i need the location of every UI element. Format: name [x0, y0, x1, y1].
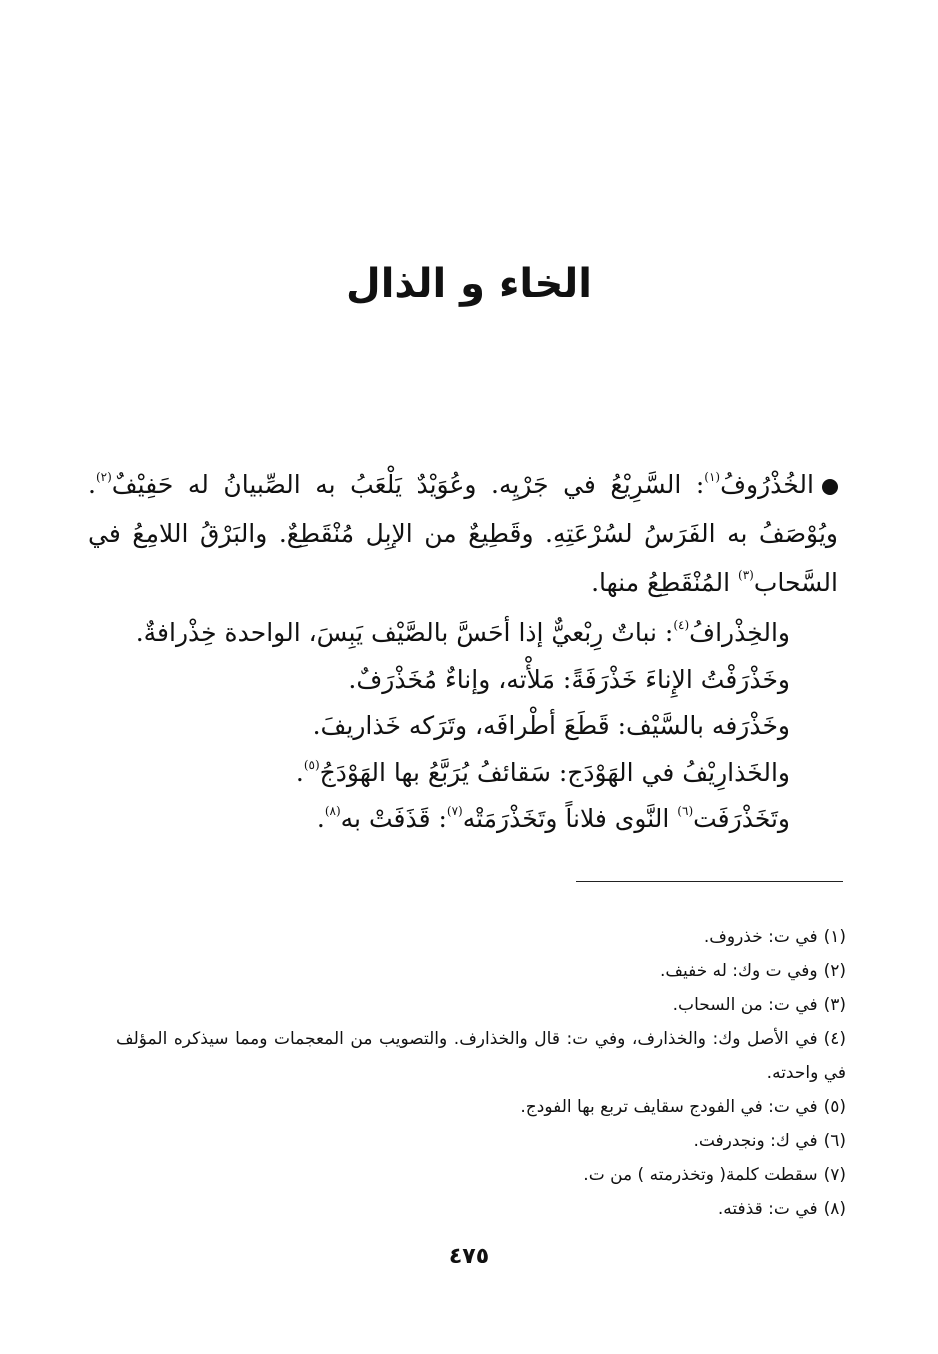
footnote-ref-3[interactable]: (٣)	[738, 568, 754, 582]
footnote-ref-5[interactable]: (٥)	[303, 757, 320, 772]
sub-entry-text: .	[295, 757, 304, 787]
footnote-ref-6[interactable]: (٦)	[677, 804, 694, 818]
sub-entry-khadhrafahu-bissayf	[90, 703, 790, 750]
entry-headword: الخُذْرُوفُ	[720, 470, 814, 499]
footnote-number: (٢)	[823, 961, 846, 981]
sub-entry-text: النَّوى فلاناً وتَخَذْرَمَتْه	[462, 804, 678, 833]
entry-text: المُنْقَطِعُ منها.	[591, 568, 739, 597]
bullet-icon	[822, 479, 838, 495]
sub-entries	[90, 610, 790, 843]
footnote-number: (٣)	[823, 995, 846, 1015]
footnote-7	[116, 1158, 846, 1192]
footnote-4	[116, 1022, 846, 1090]
sub-entry-khidhraf	[90, 610, 790, 657]
sub-entry-text: : نباتٌ رِبْعيٌّ إذا أحَسَّ بالصَّيْف يَبِسَ، الواحدة خِذْرافةٌ.	[135, 618, 674, 647]
footnote-text: في ت: من السحاب.	[672, 995, 818, 1015]
footnote-number: (٧)	[823, 1165, 846, 1185]
sub-entry-khadhrafat-ina	[90, 657, 790, 704]
footnote-1	[116, 920, 846, 954]
footnote-ref-7[interactable]: (٧)	[446, 804, 463, 818]
footnote-ref-2[interactable]: (٢)	[95, 470, 112, 484]
footnote-text: في ت: خذروف.	[703, 927, 818, 947]
footnote-number: (٦)	[823, 1131, 846, 1151]
sub-entry-text: : قَذَفَتْ به	[340, 804, 447, 833]
sub-entry-text: وخَذْرَفْتُ الإِناءَ خَذْرَفَةً: مَلأْته، وإناءٌ مُخَذْرَفٌ.	[348, 664, 790, 694]
sub-entry-text: .	[316, 804, 325, 833]
page-number: ٤٧٥	[448, 1244, 490, 1269]
footnote-text: في ت: في الفودج سقايف تربع بها الفودج.	[520, 1097, 818, 1117]
chapter-title: الخاء و الذال	[346, 261, 592, 307]
footnote-ref-8[interactable]: (٨)	[324, 804, 341, 818]
footnote-2	[116, 954, 846, 988]
sub-entry-text: وتَخَذْرَفَت	[693, 804, 790, 833]
entry-text: : السَّرِيْعُ في جَرْيِه. وعُوَيْدٌ يَلْعَبُ به الصِّبيانُ له حَفِيْفٌ	[111, 470, 705, 499]
sub-entry-khadharif-hawdaj	[90, 750, 790, 797]
footnote-ref-4[interactable]: (٤)	[673, 618, 690, 632]
entry-khudhruf	[88, 460, 838, 607]
footnote-divider	[576, 881, 843, 882]
footnote-number: (٤)	[823, 1029, 846, 1049]
sub-entry-takhadhrafat	[90, 796, 790, 843]
footnote-6	[116, 1124, 846, 1158]
sub-entry-text: والخَذارِيْفُ في الهَوْدَج: سَقائفُ يُرَبَّعُ بها الهَوْدَجُ	[319, 757, 790, 787]
footnote-ref-1[interactable]: (١)	[704, 470, 721, 484]
footnote-text: في ك: ونجدرفت.	[693, 1131, 818, 1151]
footnote-text: في ت: قذفته.	[717, 1199, 818, 1219]
footnote-8	[116, 1192, 846, 1226]
footnote-number: (٥)	[823, 1097, 846, 1117]
footnotes	[116, 920, 846, 1226]
footnote-text: في الأصل وك: والخذارف، وفي ت: قال والخذارف. والتصويب من المعجمات ومما سيذكره المؤلف في واحدته.	[116, 1029, 846, 1083]
footnote-number: (٨)	[823, 1199, 846, 1219]
footnote-3	[116, 988, 846, 1022]
footnote-number: (١)	[823, 927, 846, 947]
sub-entry-text: والخِذْرافُ	[689, 618, 790, 647]
footnote-text: سقطت كلمة( وتخذرمته ) من ت.	[583, 1165, 818, 1185]
entry-text: . ويُوْصَفُ به الفَرَسُ لسُرْعَتِهِ. وقَطِيعٌ من الإبِل مُنْقَطِعٌ. والبَرْقُ اللامِعُ في السَّحاب	[88, 470, 838, 597]
sub-entry-text: وخَذْرَفه بالسَّيْف: قَطَعَ أطْرافَه، وتَرَكه خَذاريفَ.	[312, 711, 790, 740]
footnote-text: وفي ت وك: له خفيف.	[659, 961, 818, 981]
footnote-5	[116, 1090, 846, 1124]
